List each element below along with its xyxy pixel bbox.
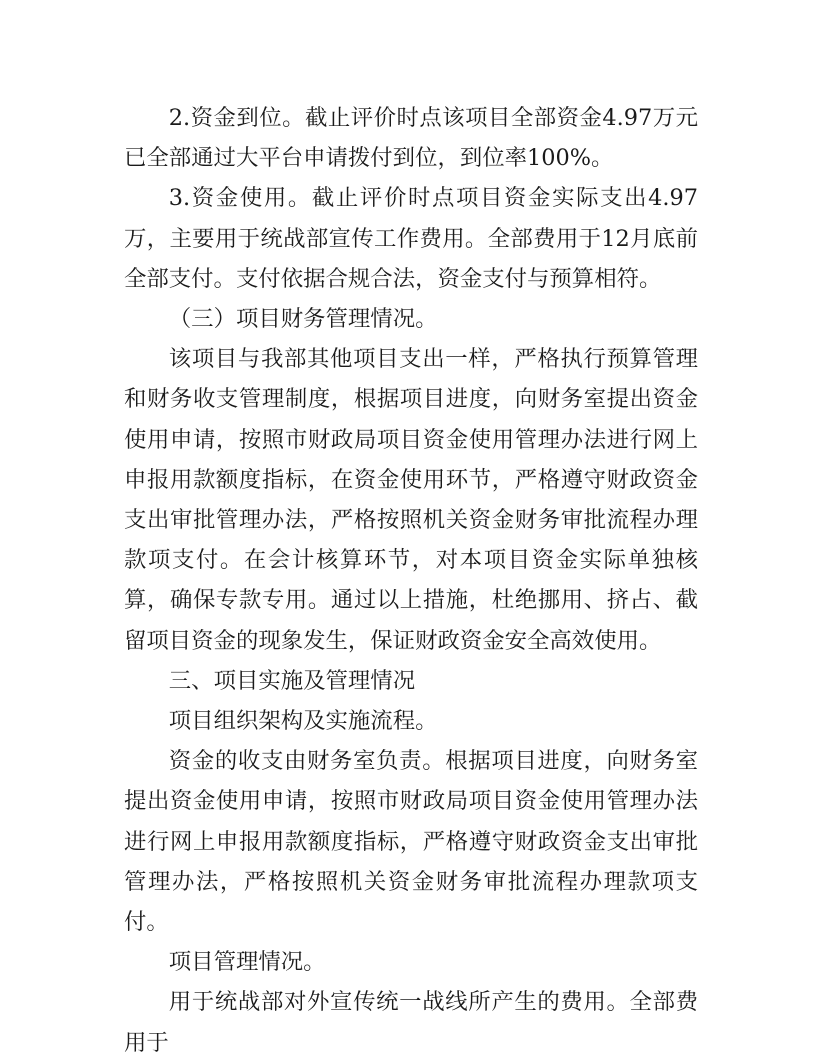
heading-org-structure: 项目组织架构及实施流程。 (168, 708, 438, 735)
heading-project-management: 项目管理情况。 (168, 949, 326, 976)
document-body (124, 98, 698, 1063)
paragraph-funds-in-place: 2.资金到位。截止评价时点该项目全部资金4.97万元已全部通过大平台申请拨付到位，到位率100%。 (124, 105, 698, 172)
paragraph-funds-usage: 3.资金使用。截止评价时点项目资金实际支出4.97万，主要用于统战部宣传工作费用。全部费用于12月底前全部支付。支付依据合规合法，资金支付与预算相符。 (124, 185, 698, 292)
paragraph-org-structure: 资金的收支由财务室负责。根据项目进度，向财务室提出资金使用申请，按照市财政局项目资金使用管理办法进行网上申报用款额度指标，严格遵守财政资金支出审批管理办法，严格按照机关资金财务审批流程办理款项支付。 (124, 748, 698, 936)
paragraph-financial-management: 该项目与我部其他项目支出一样，严格执行预算管理和财务收支管理制度，根据项目进度，向财务室提出资金使用申请，按照市财政局项目资金使用管理办法进行网上申报用款额度指标，在资金使用环节，严格遵守财政资金支出审批管理办法，严格按照机关资金财务审批流程办理款项支付。在会计核算环节，对本项目资金实际单独核算，确保专款专用。通过以上措施，杜绝挪用、挤占、截留项目资金的现象发生，保证财政资金安全高效使用。 (124, 346, 698, 654)
heading-implementation: 三、项目实施及管理情况 (168, 667, 416, 694)
heading-financial-management: （三）项目财务管理情况。 (168, 306, 438, 333)
paragraph-project-management: 用于统战部对外宣传统一战线所产生的费用。全部费用于 (124, 989, 698, 1056)
